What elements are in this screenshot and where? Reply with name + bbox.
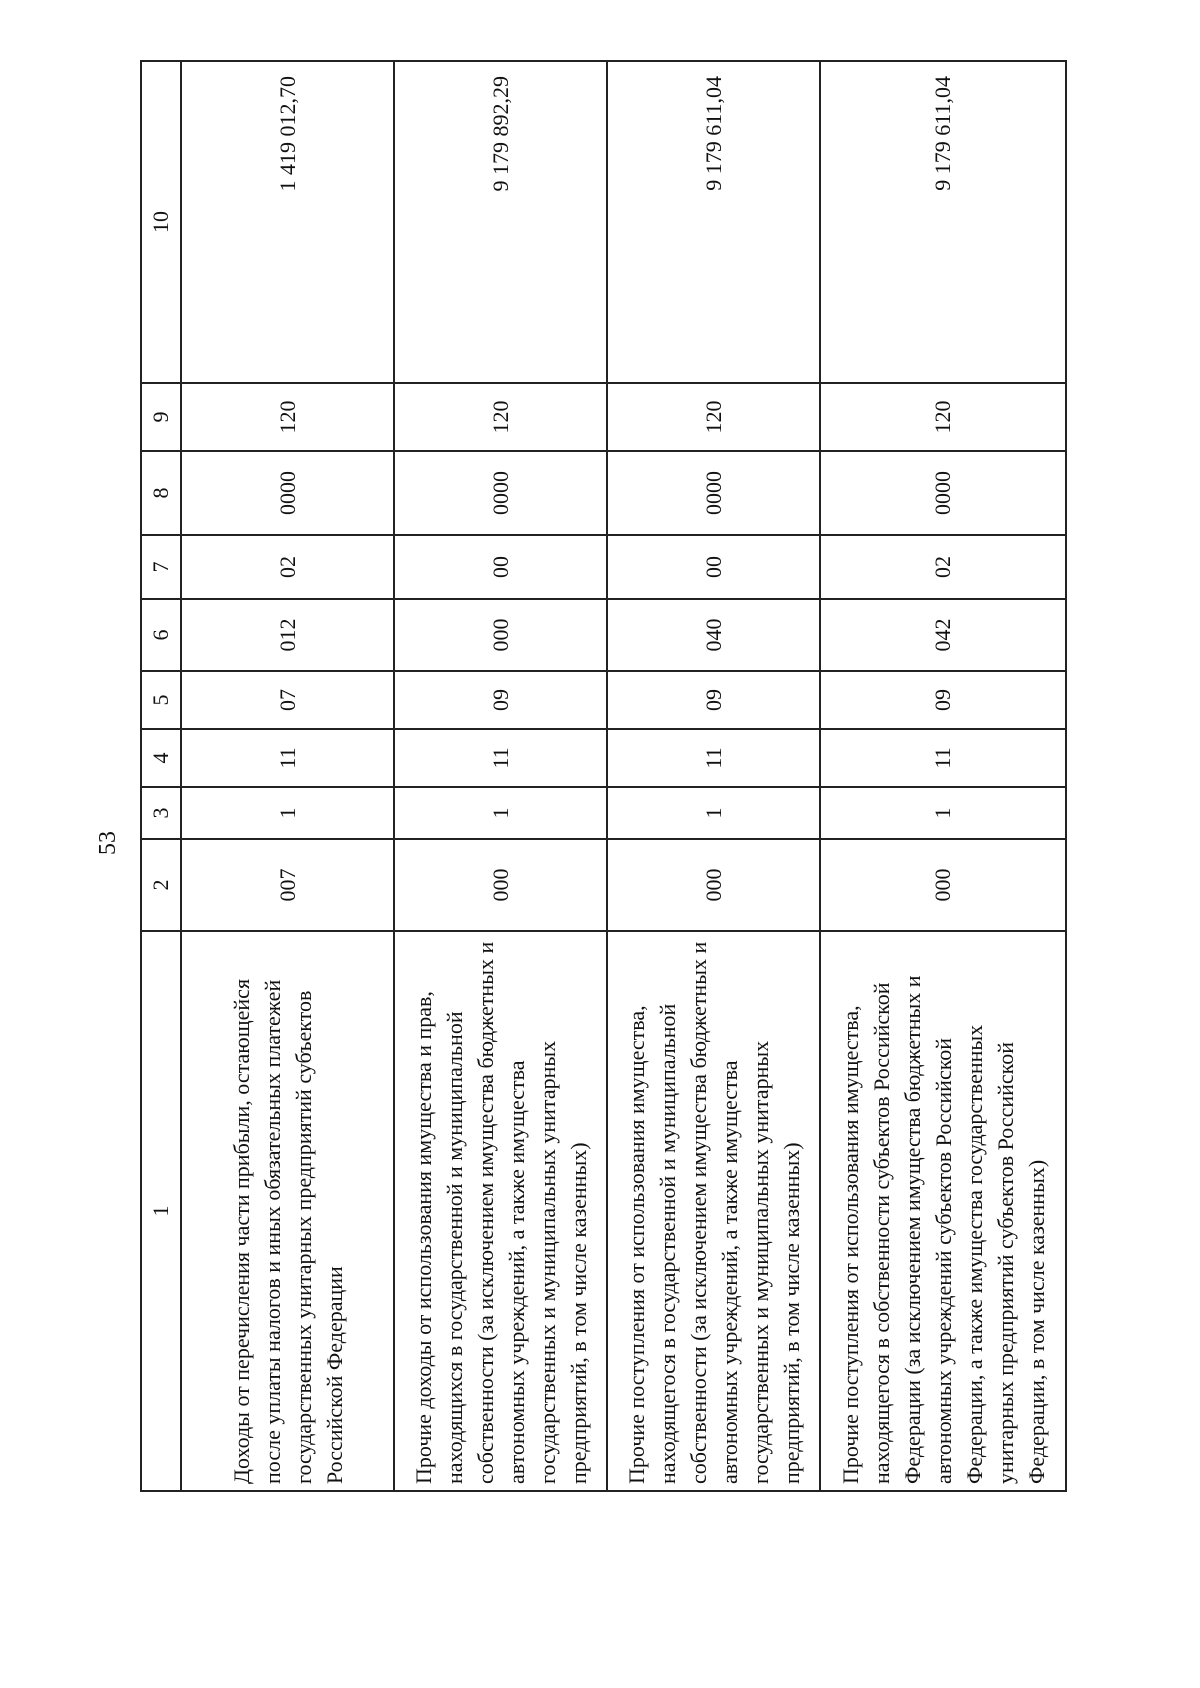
row-name: Прочие поступления от использования имущества, находящегося в собственности субъектов Российской Федерации (за исключением имущества бюджетных и автономных учреждений субъектов Российской Федерации, а также имущества государственных унитарных предприятий субъектов Российской Федерации, в том числе казенных) <box>820 931 1066 1491</box>
code-admin: 007 <box>181 839 394 931</box>
code-subgroup: 11 <box>394 729 607 787</box>
col-header-10: 10 <box>141 61 181 383</box>
col-header-4: 4 <box>141 729 181 787</box>
col-header-6: 6 <box>141 599 181 671</box>
code-group: 1 <box>394 787 607 839</box>
table-row <box>181 61 394 1491</box>
col-header-2: 2 <box>141 839 181 931</box>
code-subgroup: 11 <box>820 729 1066 787</box>
col-header-9: 9 <box>141 383 181 451</box>
col-header-3: 3 <box>141 787 181 839</box>
revenue-table-rotated <box>140 62 1049 1492</box>
code-program: 0000 <box>181 451 394 535</box>
code-program: 0000 <box>820 451 1066 535</box>
code-element: 00 <box>607 535 820 599</box>
col-header-5: 5 <box>141 671 181 729</box>
code-admin: 000 <box>394 839 607 931</box>
code-program: 0000 <box>607 451 820 535</box>
row-name: Доходы от перечисления части прибыли, остающейся после уплаты налогов и иных обязательных платежей государственных унитарных предприятий субъектов Российской Федерации <box>181 931 394 1491</box>
code-article: 07 <box>181 671 394 729</box>
code-group: 1 <box>820 787 1066 839</box>
table-row <box>607 61 820 1491</box>
code-group: 1 <box>181 787 394 839</box>
page-number: 53 <box>95 831 121 855</box>
code-article: 09 <box>394 671 607 729</box>
code-economic: 120 <box>394 383 607 451</box>
code-subarticle: 040 <box>607 599 820 671</box>
code-subarticle: 012 <box>181 599 394 671</box>
col-header-1: 1 <box>141 931 181 1491</box>
code-element: 02 <box>820 535 1066 599</box>
amount: 9 179 892,29 <box>394 61 607 383</box>
code-article: 09 <box>820 671 1066 729</box>
code-subarticle: 042 <box>820 599 1066 671</box>
header-row <box>141 61 181 1491</box>
code-element: 00 <box>394 535 607 599</box>
col-header-7: 7 <box>141 535 181 599</box>
code-article: 09 <box>607 671 820 729</box>
code-subarticle: 000 <box>394 599 607 671</box>
amount: 1 419 012,70 <box>181 61 394 383</box>
row-name: Прочие доходы от использования имущества и прав, находящихся в государственной и муниципальной собственности (за исключением имущества бюджетных и автономных учреждений, а также имущества государственных и муниципальных унитарных предприятий, в том числе казенных) <box>394 931 607 1491</box>
row-name: Прочие поступления от использования имущества, находящегося в государственной и муниципальной собственности (за исключением имущества бюджетных и автономных учреждений, а также имущества государственных и муниципальных унитарных предприятий, в том числе казенных) <box>607 931 820 1491</box>
col-header-8: 8 <box>141 451 181 535</box>
revenue-table <box>140 60 1067 1492</box>
amount: 9 179 611,04 <box>607 61 820 383</box>
code-admin: 000 <box>820 839 1066 931</box>
code-group: 1 <box>607 787 820 839</box>
code-program: 0000 <box>394 451 607 535</box>
table-container <box>140 62 1049 1492</box>
table-row <box>394 61 607 1491</box>
table-row <box>820 61 1066 1491</box>
code-economic: 120 <box>820 383 1066 451</box>
amount: 9 179 611,04 <box>820 61 1066 383</box>
code-economic: 120 <box>181 383 394 451</box>
code-element: 02 <box>181 535 394 599</box>
code-subgroup: 11 <box>181 729 394 787</box>
code-economic: 120 <box>607 383 820 451</box>
code-admin: 000 <box>607 839 820 931</box>
code-subgroup: 11 <box>607 729 820 787</box>
